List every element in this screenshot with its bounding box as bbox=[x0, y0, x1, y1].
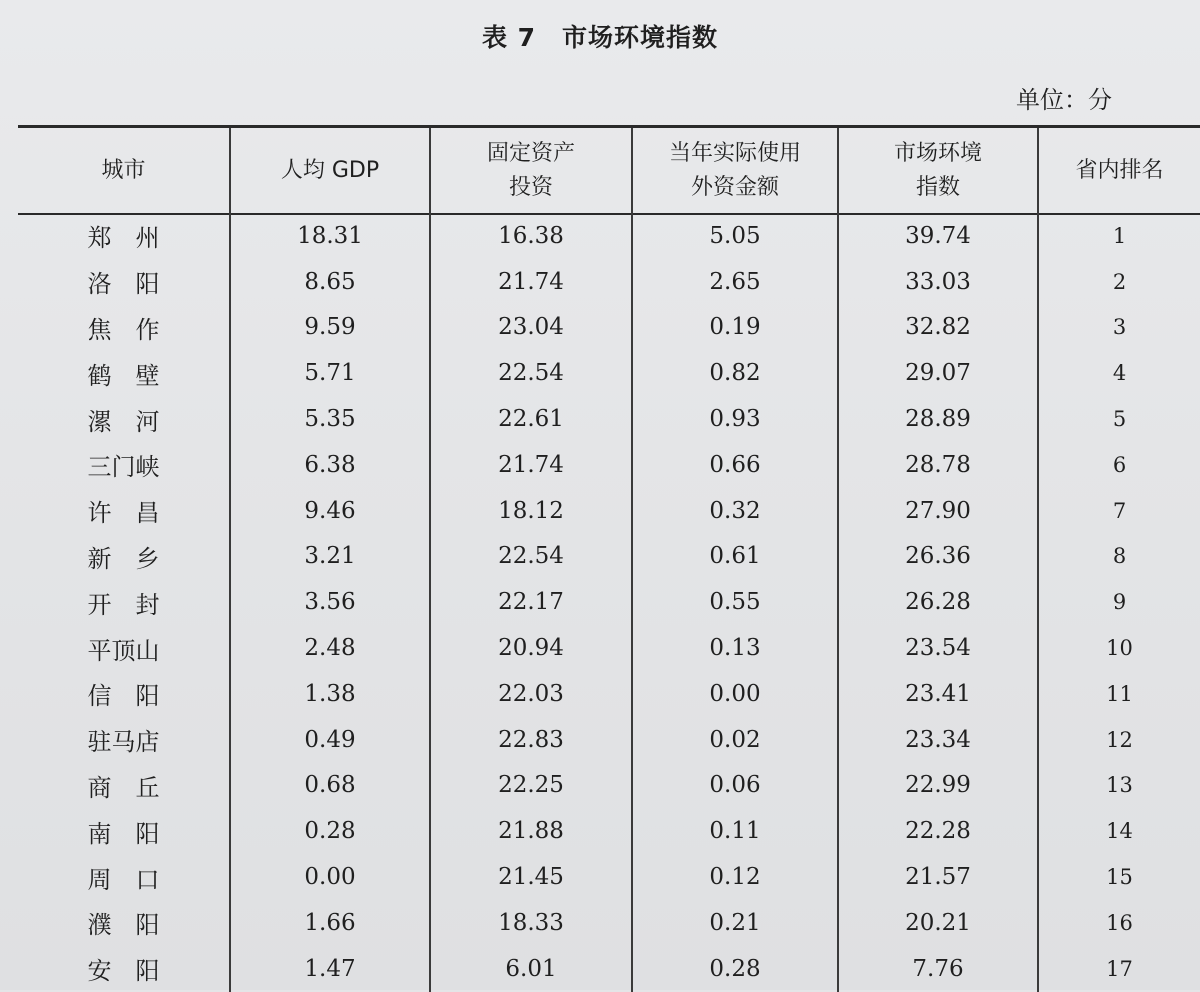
cell-provincial-rank: 3 bbox=[1038, 305, 1200, 351]
table-row bbox=[18, 259, 1200, 305]
cell-foreign-investment: 0.02 bbox=[632, 717, 838, 763]
cell-foreign-investment: 0.93 bbox=[632, 396, 838, 442]
cell-city: 漯 河 bbox=[87, 407, 160, 436]
cell-fixed-asset-investment: 22.83 bbox=[430, 717, 632, 763]
cell-foreign-investment: 2.65 bbox=[632, 259, 838, 305]
table-row bbox=[18, 946, 1200, 992]
cell-foreign-investment: 0.12 bbox=[632, 854, 838, 900]
table-row bbox=[18, 625, 1200, 671]
cell-market-index: 28.78 bbox=[838, 442, 1038, 488]
cell-fixed-asset-investment: 16.38 bbox=[430, 213, 632, 259]
cell-foreign-investment: 0.13 bbox=[632, 625, 838, 671]
table-row bbox=[18, 488, 1200, 534]
cell-market-index: 23.34 bbox=[838, 717, 1038, 763]
header-text-line: 指数 bbox=[915, 174, 960, 200]
cell-provincial-rank: 8 bbox=[1038, 534, 1200, 580]
header-text-line: 省内排名 bbox=[1075, 157, 1164, 183]
cell-city: 开 封 bbox=[87, 590, 160, 619]
cell-market-index: 22.28 bbox=[838, 808, 1038, 854]
cell-gdp-per-capita: 8.65 bbox=[230, 259, 430, 305]
cell-city: 驻马店 bbox=[87, 728, 160, 757]
table-number: 表 7 bbox=[481, 23, 537, 52]
cell-provincial-rank: 17 bbox=[1038, 946, 1200, 992]
cell-foreign-investment: 0.21 bbox=[632, 900, 838, 946]
cell-fixed-asset-investment: 21.88 bbox=[430, 808, 632, 854]
unit-label: 单位：分 bbox=[1016, 86, 1112, 114]
cell-city: 焦 作 bbox=[87, 315, 160, 344]
cell-provincial-rank: 11 bbox=[1038, 671, 1200, 717]
table-body bbox=[18, 213, 1200, 992]
cell-market-index: 32.82 bbox=[838, 305, 1038, 351]
header-text-line: 当年实际使用 bbox=[668, 140, 801, 166]
cell-fixed-asset-investment: 6.01 bbox=[430, 946, 632, 992]
table-row bbox=[18, 763, 1200, 809]
cell-foreign-investment: 0.32 bbox=[632, 488, 838, 534]
cell-city: 商 丘 bbox=[87, 773, 160, 802]
cell-city: 新 乡 bbox=[87, 544, 160, 573]
table-row bbox=[18, 854, 1200, 900]
cell-market-index: 27.90 bbox=[838, 488, 1038, 534]
cell-gdp-per-capita: 18.31 bbox=[230, 213, 430, 259]
cell-foreign-investment: 0.61 bbox=[632, 534, 838, 580]
cell-provincial-rank: 7 bbox=[1038, 488, 1200, 534]
cell-provincial-rank: 6 bbox=[1038, 442, 1200, 488]
header-fixed-asset-investment bbox=[430, 128, 632, 213]
table-title-text: 市场环境指数 bbox=[562, 23, 719, 52]
cell-foreign-investment: 0.00 bbox=[632, 671, 838, 717]
header-market-index bbox=[838, 128, 1038, 213]
cell-market-index: 26.28 bbox=[838, 579, 1038, 625]
cell-city: 鹤 壁 bbox=[87, 361, 160, 390]
header-provincial-rank bbox=[1038, 128, 1200, 213]
cell-city: 三门峡 bbox=[87, 453, 160, 482]
cell-foreign-investment: 0.82 bbox=[632, 350, 838, 396]
cell-city: 洛 阳 bbox=[87, 270, 160, 299]
table-row bbox=[18, 350, 1200, 396]
cell-market-index: 23.41 bbox=[838, 671, 1038, 717]
cell-provincial-rank: 16 bbox=[1038, 900, 1200, 946]
cell-city: 濮 阳 bbox=[87, 911, 160, 940]
cell-gdp-per-capita: 2.48 bbox=[230, 625, 430, 671]
table-row bbox=[18, 579, 1200, 625]
table-row bbox=[18, 442, 1200, 488]
table-row bbox=[18, 534, 1200, 580]
cell-city: 许 昌 bbox=[87, 499, 160, 528]
cell-foreign-investment: 0.06 bbox=[632, 763, 838, 809]
cell-gdp-per-capita: 5.71 bbox=[230, 350, 430, 396]
cell-fixed-asset-investment: 22.25 bbox=[430, 763, 632, 809]
cell-foreign-investment: 0.19 bbox=[632, 305, 838, 351]
cell-market-index: 39.74 bbox=[838, 213, 1038, 259]
header-text-line: 投资 bbox=[508, 174, 553, 200]
cell-provincial-rank: 13 bbox=[1038, 763, 1200, 809]
cell-gdp-per-capita: 1.47 bbox=[230, 946, 430, 992]
table-title bbox=[0, 18, 1200, 54]
cell-city: 安 阳 bbox=[87, 957, 160, 986]
cell-market-index: 7.76 bbox=[838, 946, 1038, 992]
cell-foreign-investment: 0.11 bbox=[632, 808, 838, 854]
cell-provincial-rank: 10 bbox=[1038, 625, 1200, 671]
cell-gdp-per-capita: 5.35 bbox=[230, 396, 430, 442]
market-environment-table bbox=[18, 128, 1200, 992]
cell-market-index: 23.54 bbox=[838, 625, 1038, 671]
cell-provincial-rank: 4 bbox=[1038, 350, 1200, 396]
header-foreign-investment bbox=[632, 128, 838, 213]
cell-gdp-per-capita: 0.68 bbox=[230, 763, 430, 809]
cell-fixed-asset-investment: 21.45 bbox=[430, 854, 632, 900]
cell-gdp-per-capita: 0.49 bbox=[230, 717, 430, 763]
header-gdp-per-capita bbox=[230, 128, 430, 213]
cell-city: 周 口 bbox=[87, 865, 160, 894]
header-text-line: 人均 GDP bbox=[280, 157, 380, 183]
cell-gdp-per-capita: 1.66 bbox=[230, 900, 430, 946]
cell-gdp-per-capita: 3.56 bbox=[230, 579, 430, 625]
cell-provincial-rank: 1 bbox=[1038, 213, 1200, 259]
cell-fixed-asset-investment: 22.54 bbox=[430, 534, 632, 580]
header-text-line: 外资金额 bbox=[690, 174, 779, 200]
cell-fixed-asset-investment: 18.12 bbox=[430, 488, 632, 534]
table-row bbox=[18, 213, 1200, 259]
cell-fixed-asset-investment: 22.61 bbox=[430, 396, 632, 442]
header-city bbox=[18, 128, 230, 213]
cell-market-index: 26.36 bbox=[838, 534, 1038, 580]
cell-fixed-asset-investment: 18.33 bbox=[430, 900, 632, 946]
cell-fixed-asset-investment: 20.94 bbox=[430, 625, 632, 671]
cell-city: 信 阳 bbox=[87, 682, 160, 711]
cell-foreign-investment: 0.28 bbox=[632, 946, 838, 992]
table-header bbox=[18, 128, 1200, 213]
cell-provincial-rank: 2 bbox=[1038, 259, 1200, 305]
cell-fixed-asset-investment: 21.74 bbox=[430, 259, 632, 305]
cell-fixed-asset-investment: 22.54 bbox=[430, 350, 632, 396]
cell-provincial-rank: 12 bbox=[1038, 717, 1200, 763]
cell-market-index: 22.99 bbox=[838, 763, 1038, 809]
cell-gdp-per-capita: 0.28 bbox=[230, 808, 430, 854]
table-row bbox=[18, 396, 1200, 442]
header-row bbox=[18, 128, 1200, 213]
cell-fixed-asset-investment: 22.03 bbox=[430, 671, 632, 717]
cell-market-index: 28.89 bbox=[838, 396, 1038, 442]
cell-foreign-investment: 0.66 bbox=[632, 442, 838, 488]
cell-foreign-investment: 5.05 bbox=[632, 213, 838, 259]
cell-provincial-rank: 15 bbox=[1038, 854, 1200, 900]
cell-gdp-per-capita: 9.59 bbox=[230, 305, 430, 351]
table-row bbox=[18, 717, 1200, 763]
header-text-line: 市场环境 bbox=[893, 140, 982, 166]
table-row bbox=[18, 900, 1200, 946]
cell-foreign-investment: 0.55 bbox=[632, 579, 838, 625]
cell-gdp-per-capita: 3.21 bbox=[230, 534, 430, 580]
table-row bbox=[18, 305, 1200, 351]
header-text-line: 城市 bbox=[101, 157, 146, 183]
table-row bbox=[18, 808, 1200, 854]
cell-city: 平顶山 bbox=[87, 636, 160, 665]
header-text-line: 固定资产 bbox=[486, 140, 575, 166]
cell-market-index: 29.07 bbox=[838, 350, 1038, 396]
cell-fixed-asset-investment: 21.74 bbox=[430, 442, 632, 488]
cell-fixed-asset-investment: 23.04 bbox=[430, 305, 632, 351]
cell-provincial-rank: 5 bbox=[1038, 396, 1200, 442]
cell-gdp-per-capita: 9.46 bbox=[230, 488, 430, 534]
cell-market-index: 21.57 bbox=[838, 854, 1038, 900]
cell-city: 郑 州 bbox=[87, 224, 160, 253]
table-row bbox=[18, 671, 1200, 717]
cell-gdp-per-capita: 6.38 bbox=[230, 442, 430, 488]
cell-fixed-asset-investment: 22.17 bbox=[430, 579, 632, 625]
cell-provincial-rank: 9 bbox=[1038, 579, 1200, 625]
cell-market-index: 20.21 bbox=[838, 900, 1038, 946]
cell-city: 南 阳 bbox=[87, 819, 160, 848]
cell-provincial-rank: 14 bbox=[1038, 808, 1200, 854]
cell-market-index: 33.03 bbox=[838, 259, 1038, 305]
cell-gdp-per-capita: 1.38 bbox=[230, 671, 430, 717]
cell-gdp-per-capita: 0.00 bbox=[230, 854, 430, 900]
